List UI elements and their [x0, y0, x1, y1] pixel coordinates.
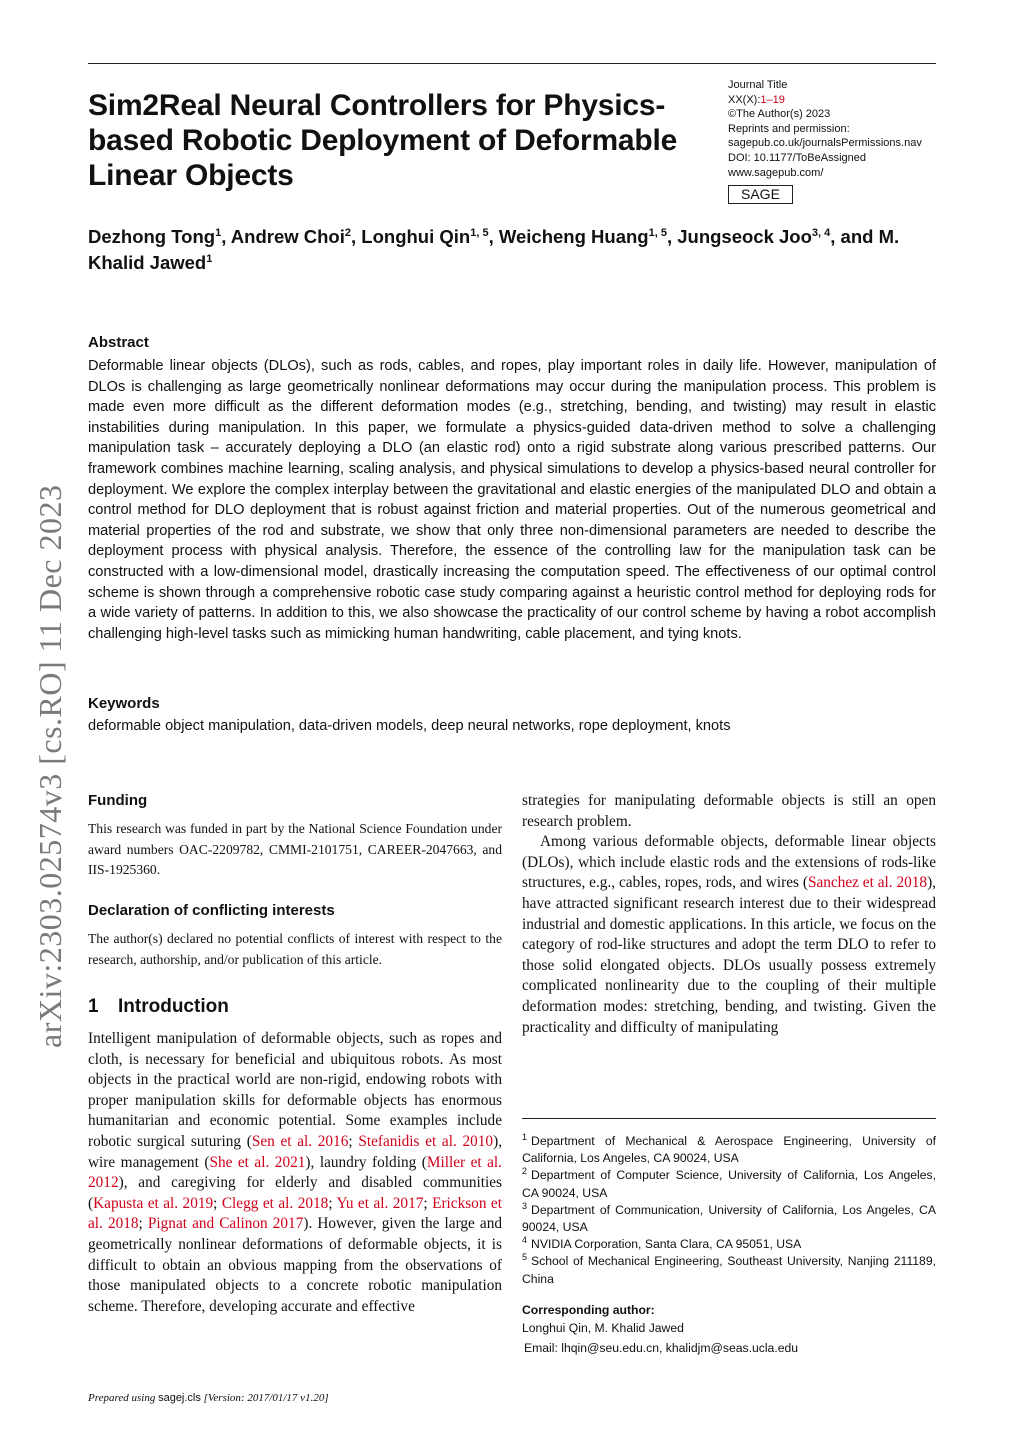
conflicts-text: The author(s) declared no potential conflicts of interest with respect to the research, authorship, and/or publication of this article.: [88, 931, 502, 967]
abstract-text: Deformable linear objects (DLOs), such as rods, cables, and ropes, play important roles in daily life. However, manipulation of DLOs is challenging as large geometrically nonlinear deformations may occur during the manipulation process. This problem is made even more difficult as the different deformation modes (e.g., stretching, bending, and twisting) may result in elastic instabilities during manipulation. In this paper, we formulate a physics-guided data-driven method to solve a challenging manipulation task – accurately deploying a DLO (an elastic rod) onto a rigid substrate along various prescribed patterns. Our framework combines machine learning, scaling analysis, and physical simulations to develop a physics-based neural controller for deployment. We explore the complex interplay between the gravitational and elastic energies of the manipulated DLO and obtain a control method for DLO deployment that is robust against friction and material properties. Out of the numerous geometrical and material properties of the rod and substrate, we show that only three non-dimensional parameters are needed to describe the deployment process with physical analysis. Therefore, the essence of the controlling law for the manipulation task can be constructed with a low-dimensional model, drastically increasing the computation speed. The effectiveness of our optimal control scheme is shown through a comprehensive robotic case study comparing against a heuristic control method for deploying rods for a wide variety of patterns. In addition to this, we also showcase the practicality of our control scheme by having a robot accomplish challenging high-level tasks such as mimicking human handwriting, cable placement, and tying knots.: [88, 358, 936, 642]
funding-text: This research was funded in part by the National Science Foundation under award numbers OAC-2209782, CMMI-2101751, CAREER-2047663, and IIS-1925360.: [88, 821, 502, 877]
journal-website: www.sagepub.com/: [728, 166, 824, 179]
keywords-text: deformable object manipulation, data-driven models, deep neural networks, rope deployment, knots: [88, 718, 731, 734]
citation-link[interactable]: Sen et al. 2016: [251, 1132, 349, 1150]
section-title: Introduction: [118, 996, 229, 1017]
journal-doi: DOI: 10.1177/ToBeAssigned: [728, 151, 866, 164]
citation-link[interactable]: Erickson et al. 2018: [88, 1194, 502, 1233]
journal-copyright: ©The Author(s) 2023: [728, 108, 831, 121]
author-affiliation: 1: [206, 253, 213, 265]
author-name: Jungseock Joo: [677, 226, 812, 247]
journal-reprints: Reprints and permission:: [728, 122, 850, 135]
citation-link[interactable]: Kapusta et al. 2019: [93, 1194, 214, 1212]
journal-pages-link[interactable]: 1–19: [760, 93, 785, 106]
author-name: Longhui Qin: [361, 226, 471, 247]
citation-link[interactable]: Stefanidis et al. 2010: [358, 1132, 494, 1150]
citation-link[interactable]: Sanchez et al. 2018: [807, 874, 928, 892]
affiliation-item: $^1$ Department of Mechanical & Aerospace Engineering, University of California, Los Angeles, CA 90024, USA: [522, 1132, 936, 1166]
author-affiliation: 3, 4: [811, 227, 831, 239]
corresponding-author-heading: Corresponding author:: [522, 1303, 655, 1317]
page-footer: Prepared using sagej.cls [Version: 2017/01/17 v1.20]: [88, 1392, 329, 1404]
journal-permissions-url: sagepub.co.uk/journalsPermissions.nav: [728, 137, 922, 150]
citation-link[interactable]: She et al. 2021: [209, 1153, 306, 1171]
class-file-name: sagej.cls: [158, 1392, 201, 1404]
paper-title: Sim2Real Neural Controllers for Physics-based Robotic Deployment of Deformable Linear Objects: [88, 89, 678, 192]
citation-link[interactable]: Clegg et al. 2018: [221, 1194, 329, 1212]
conflicts-heading: Declaration of conflicting interests: [88, 902, 335, 919]
corresponding-author-email[interactable]: Email: lhqin@seu.edu.cn, khalidjm@seas.ucla.edu: [524, 1341, 799, 1355]
affiliation-item: $^5$ School of Mechanical Engineering, Southeast University, Nanjing 211189, China: [522, 1252, 936, 1286]
citation-link[interactable]: Miller et al. 2012: [88, 1153, 503, 1192]
introduction-paragraph-2: Among various deformable objects, deformable linear objects (DLOs), which include elastic rods and the extensions of rods-like structures, e.g., cables, ropes, rods, and wires (Sanchez et al. 2018), have attracted significant research interest due to their widespread industrial and domestic applications. In this article, we focus on the category of rod-like structures and adopt the term DLO to refer to those solid elongated objects. DLOs usually possess extremely complicated nonlinearity due to the coupling of their multiple deformation modes: stretching, bending, and twisting. Given the practicality and difficulty of manipulating: [522, 833, 936, 1036]
author-name: Andrew Choi: [230, 226, 345, 247]
author-affiliation: 1, 5: [470, 227, 489, 239]
affiliation-item: $^3$ Department of Communication, University of California, Los Angeles, CA 90024, USA: [522, 1200, 936, 1235]
footnote-rule: [522, 1118, 936, 1119]
introduction-right-column: [522, 791, 936, 1038]
section-number: 1: [88, 996, 99, 1017]
arxiv-stamp[interactable]: arXiv:2303.02574v3 [cs.RO] 11 Dec 2023: [32, 484, 68, 1048]
keywords-heading: Keywords: [88, 695, 160, 712]
author-affiliation: 1, 5: [648, 227, 667, 239]
journal-name: Journal Title: [728, 79, 788, 91]
introduction-paragraph-1: Intelligent manipulation of deformable objects, such as ropes and cloth, is necessary for beneficial and ubiquitous robots. As most objects in the practical world are non-rigid, endowing robots with proper manipulation skills for deformable objects has enormous humanitarian and economic potential. Some examples include robotic surgical suturing (Sen et al. 2016; Stefanidis et al. 2010), wire management (She et al. 2021), laundry folding (Miller et al. 2012), and caregiving for elderly and disabled communities (Kapusta et al. 2019; Clegg et al. 2018; Yu et al. 2017; Erickson et al. 2018; Pignat and Calinon 2017). However, given the large and geometrically nonlinear deformations of deformable objects, it is difficult to obtain an obvious mapping from the observations of those manipulated objects to a concrete robotic manipulation scheme. Therefore, developing accurate and effective: [88, 1030, 503, 1315]
journal-info: [728, 78, 958, 204]
affiliation-item: $^4$ NVIDIA Corporation, Santa Clara, CA 95051, USA: [522, 1235, 802, 1252]
author-name: Dezhong Tong: [88, 226, 216, 247]
affiliation-item: $^2$ Department of Computer Science, University of California, Los Angeles, CA 90024, USA: [522, 1166, 936, 1200]
introduction-paragraph-1-continued: strategies for manipulating deformable objects is still an open research problem.: [522, 792, 936, 830]
sage-logo: SAGE: [728, 185, 793, 204]
author-list: Dezhong Tong$^1$, Andrew Choi$^2$, Longhui Qin$^{1, 5}$, Weicheng Huang$^{1, 5}$, Jungseock Joo$^{3, 4}$, and M. Khalid Jawed$^1$: [88, 226, 900, 273]
author-name: M. Khalid Jawed: [88, 226, 900, 273]
journal-volume: XX(X):1–19: [728, 93, 785, 106]
affiliation-footnotes: [522, 1133, 936, 1288]
author-affiliation: 2: [344, 227, 352, 239]
author-name: Weicheng Huang: [498, 226, 649, 247]
introduction-heading: [88, 996, 502, 1018]
top-rule: [88, 63, 936, 64]
author-affiliation: 1: [215, 227, 222, 239]
abstract-heading: Abstract: [88, 334, 149, 351]
corresponding-author-names: Longhui Qin, M. Khalid Jawed: [522, 1321, 684, 1335]
citation-link[interactable]: Pignat and Calinon 2017: [147, 1215, 304, 1233]
citation-link[interactable]: Yu et al. 2017: [336, 1194, 424, 1212]
funding-heading: Funding: [88, 792, 148, 809]
